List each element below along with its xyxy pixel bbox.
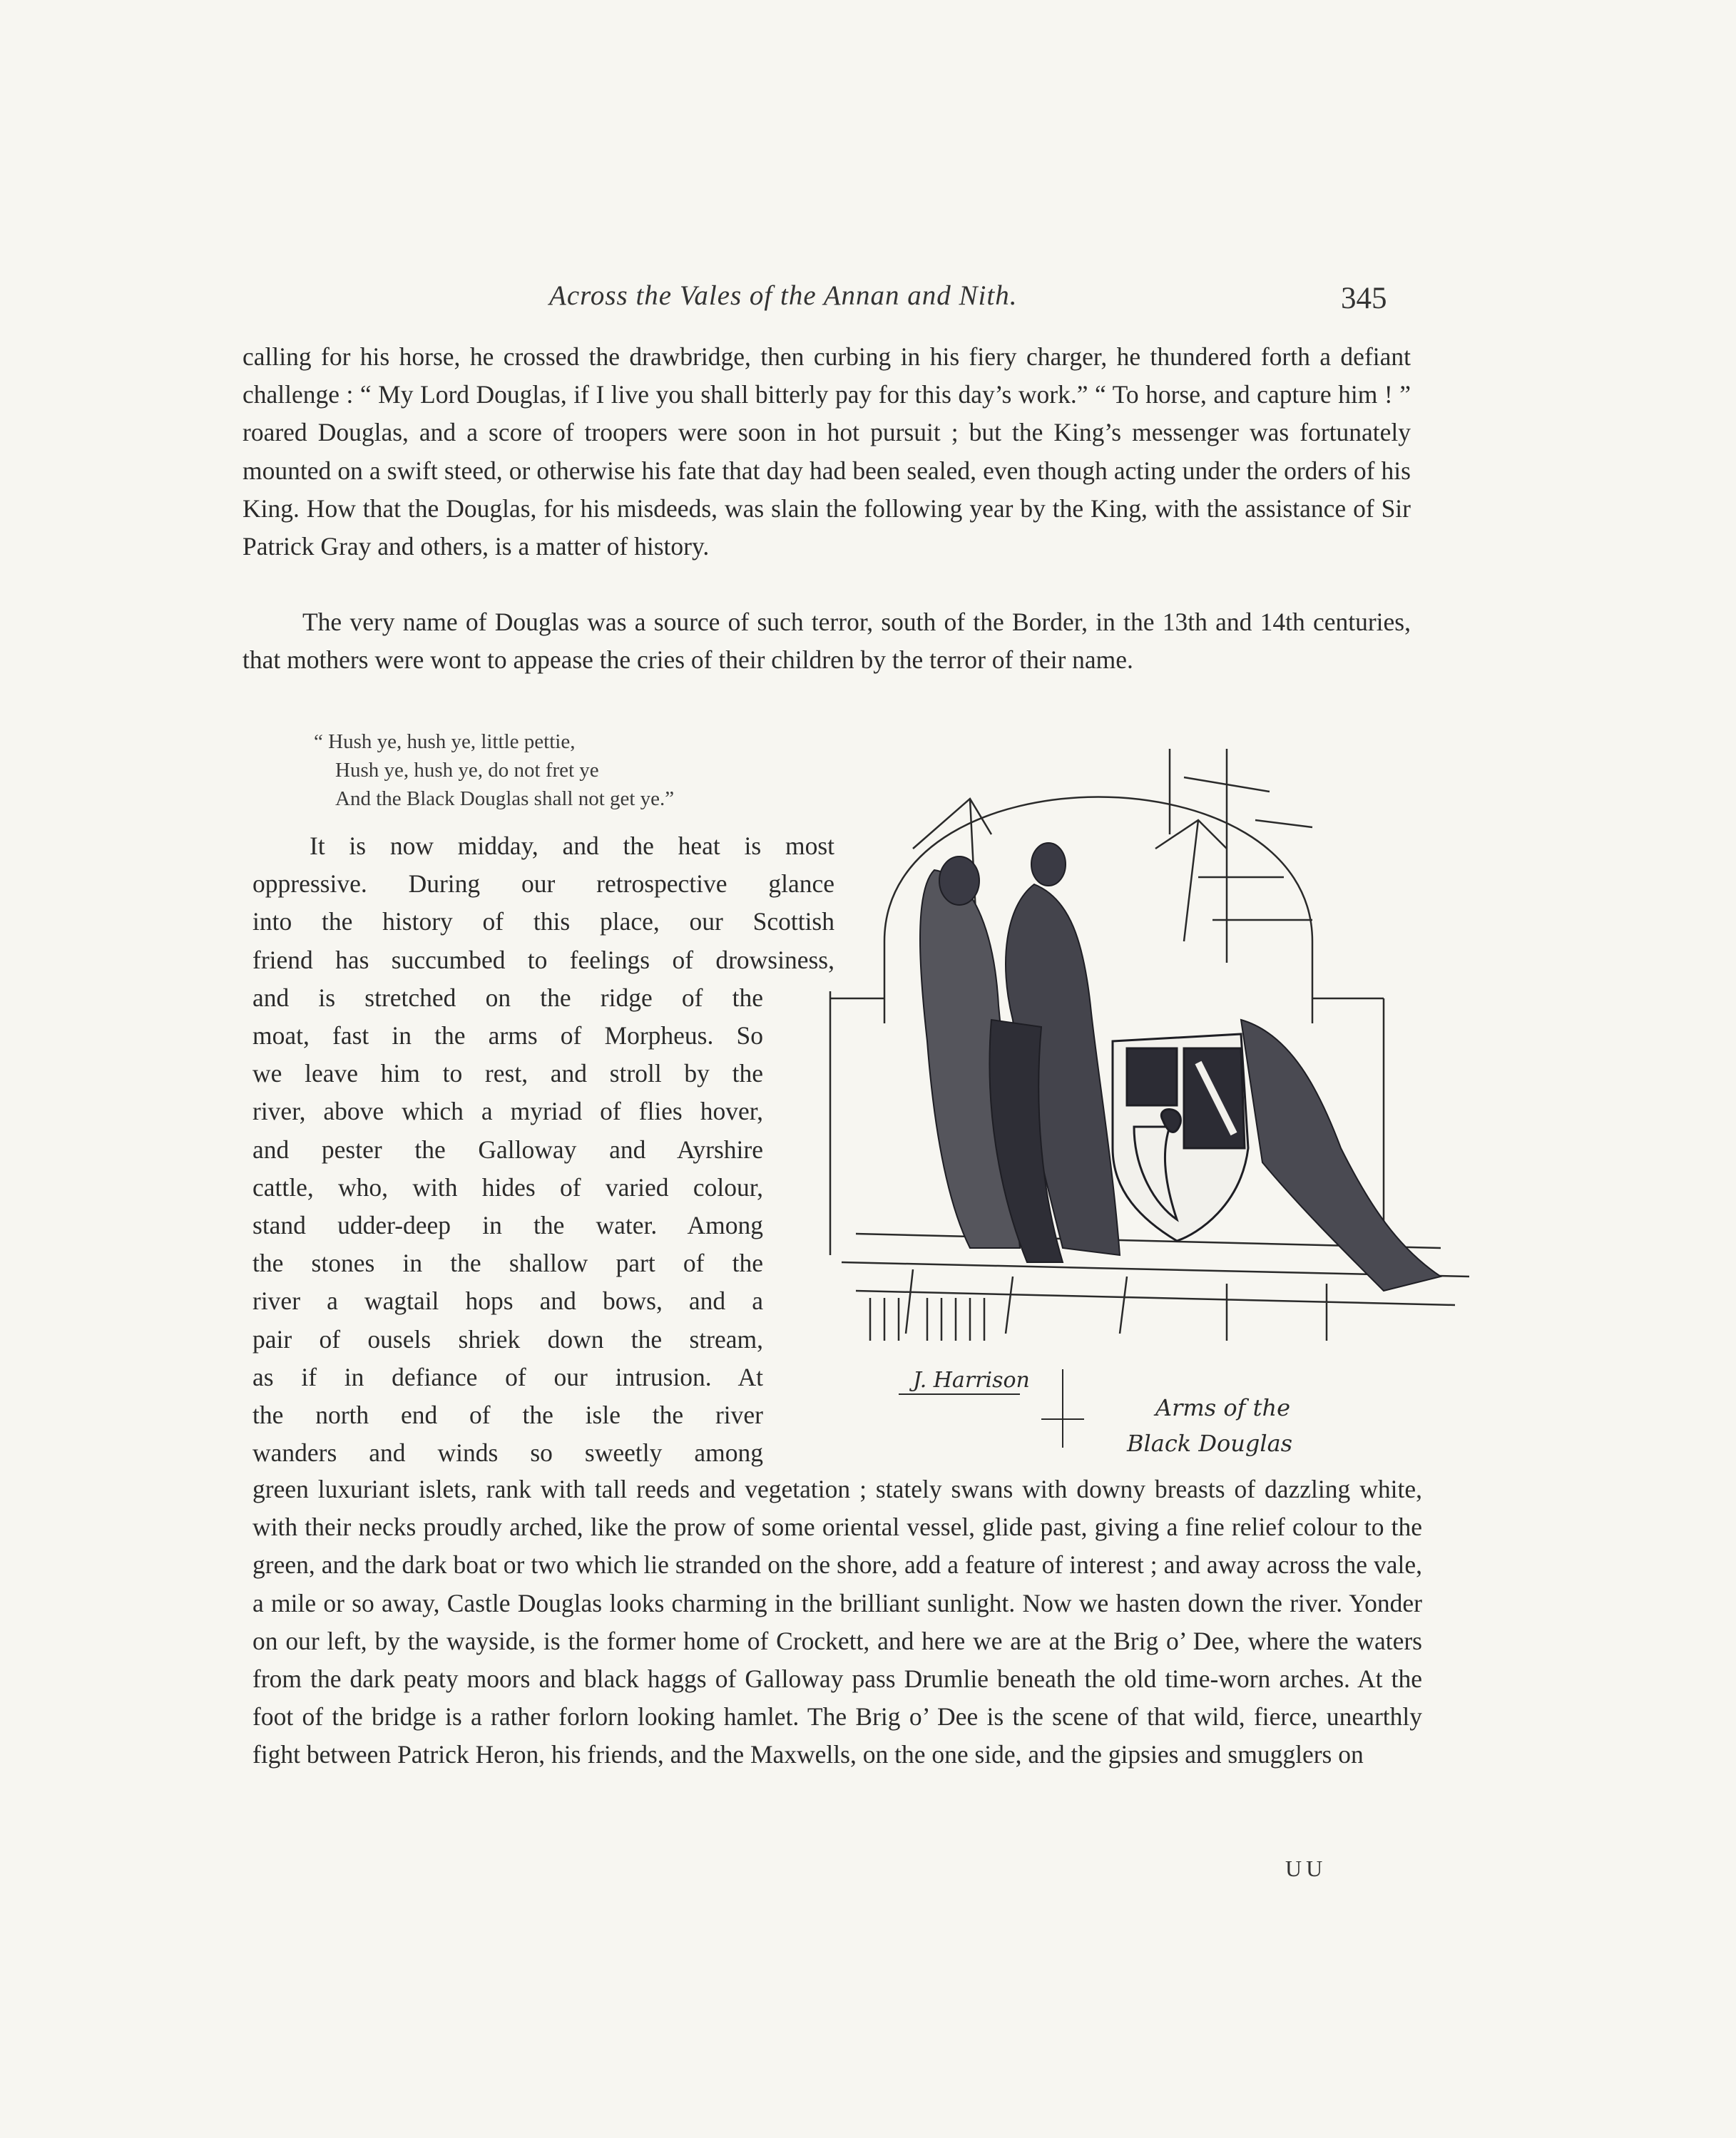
wrapped-paragraph: [252, 827, 834, 1472]
text-line: into the history of this place, our Scottish: [252, 907, 834, 936]
artist-signature: J. Harrison: [913, 1368, 1030, 1393]
verse-line: “ Hush ye, hush ye, little pettie,: [314, 730, 576, 753]
signature-mark: UU: [1285, 1856, 1327, 1881]
illustration-drawing: [827, 706, 1469, 1476]
text-line: oppressive. During our retrospective glance: [252, 869, 834, 899]
verse-line: Hush ye, hush ye, do not fret ye: [335, 759, 599, 782]
text-line: cattle, who, with hides of varied colour,: [252, 1172, 763, 1202]
text-line: stand udder-deep in the water. Among: [252, 1211, 763, 1240]
text-line: we leave him to rest, and stroll by the: [252, 1059, 763, 1088]
text-line: It is now midday, and the heat is most: [310, 832, 834, 860]
text-line: the stones in the shallow part of the: [252, 1249, 763, 1278]
verse-quote: [314, 727, 870, 813]
arms-illustration: [827, 706, 1469, 1476]
text-line: and is stretched on the ridge of the: [252, 983, 763, 1012]
illustration-caption-line1: Arms of the: [1155, 1394, 1291, 1421]
text-line: moat, fast in the arms of Morpheus. So: [252, 1021, 763, 1050]
verse-line: And the Black Douglas shall not get ye.”: [335, 787, 675, 810]
text-line: and pester the Galloway and Ayrshire: [252, 1135, 763, 1164]
illustration-caption-line2: Black Douglas: [1127, 1430, 1293, 1457]
text-line: wanders and winds so sweetly among: [252, 1438, 763, 1468]
paragraph-2: The very name of Douglas was a source of such terror, south of the Border, in the 13th and 14th centuries, that mothers were wont to appease the cries of their children by the terror of their name.: [242, 608, 1411, 675]
text-line: the north end of the isle the river: [252, 1401, 763, 1430]
text-line: friend has succumbed to feelings of drowsiness,: [252, 945, 834, 974]
page-number: 345: [1341, 282, 1387, 315]
text-line: river a wagtail hops and bows, and a: [252, 1287, 763, 1316]
paragraph-1: calling for his horse, he crossed the drawbridge, then curbing in his fiery charger, he thundered forth a defiant challenge : “ My Lord Douglas, if I live you shall bitterly pay for this day’s work.” “ To horse, and capture him ! ” roared Douglas, and a score of troopers were soon in hot pursuit ; but the King’s messenger was fortunately mounted on a swift steed, or otherwise his fate that day had been sealed, even though acting under the orders of his King. How that the Douglas, for his misdeeds, was slain the following year by the King, with the assistance of Sir Patrick Gray and others, is a matter of history.: [242, 342, 1411, 561]
text-line: river, above which a myriad of flies hover,: [252, 1097, 763, 1126]
text-line: pair of ousels shriek down the stream,: [252, 1324, 763, 1354]
paragraph-continuation: green luxuriant islets, rank with tall reeds and vegetation ; stately swans with downy breasts of dazzling white, with their necks proudly arched, like the prow of some oriental vessel, glide past, giving a fine relief colour to the green, and the dark boat or two which lie stranded on the shore, add a feature of interest ; and away across the vale, a mile or so away, Castle Douglas looks charming in the brilliant sunlight. Now we hasten down the river. Yonder on our left, by the wayside, is the former home of Crockett, and here we are at the Brig o’ Dee, where the waters from the dark peaty moors and black haggs of Galloway pass Drumlie beneath the old time-worn arches. At the foot of the bridge is a rather forlorn looking hamlet. The Brig o’ Dee is the scene of that wild, fierce, unearthly fight between Patrick Heron, his friends, and the Maxwells, on the one side, and the gipsies and smugglers on: [252, 1475, 1422, 1769]
running-head: Across the Vales of the Annan and Nith.: [549, 280, 1018, 311]
text-line: as if in defiance of our intrusion. At: [252, 1362, 763, 1391]
